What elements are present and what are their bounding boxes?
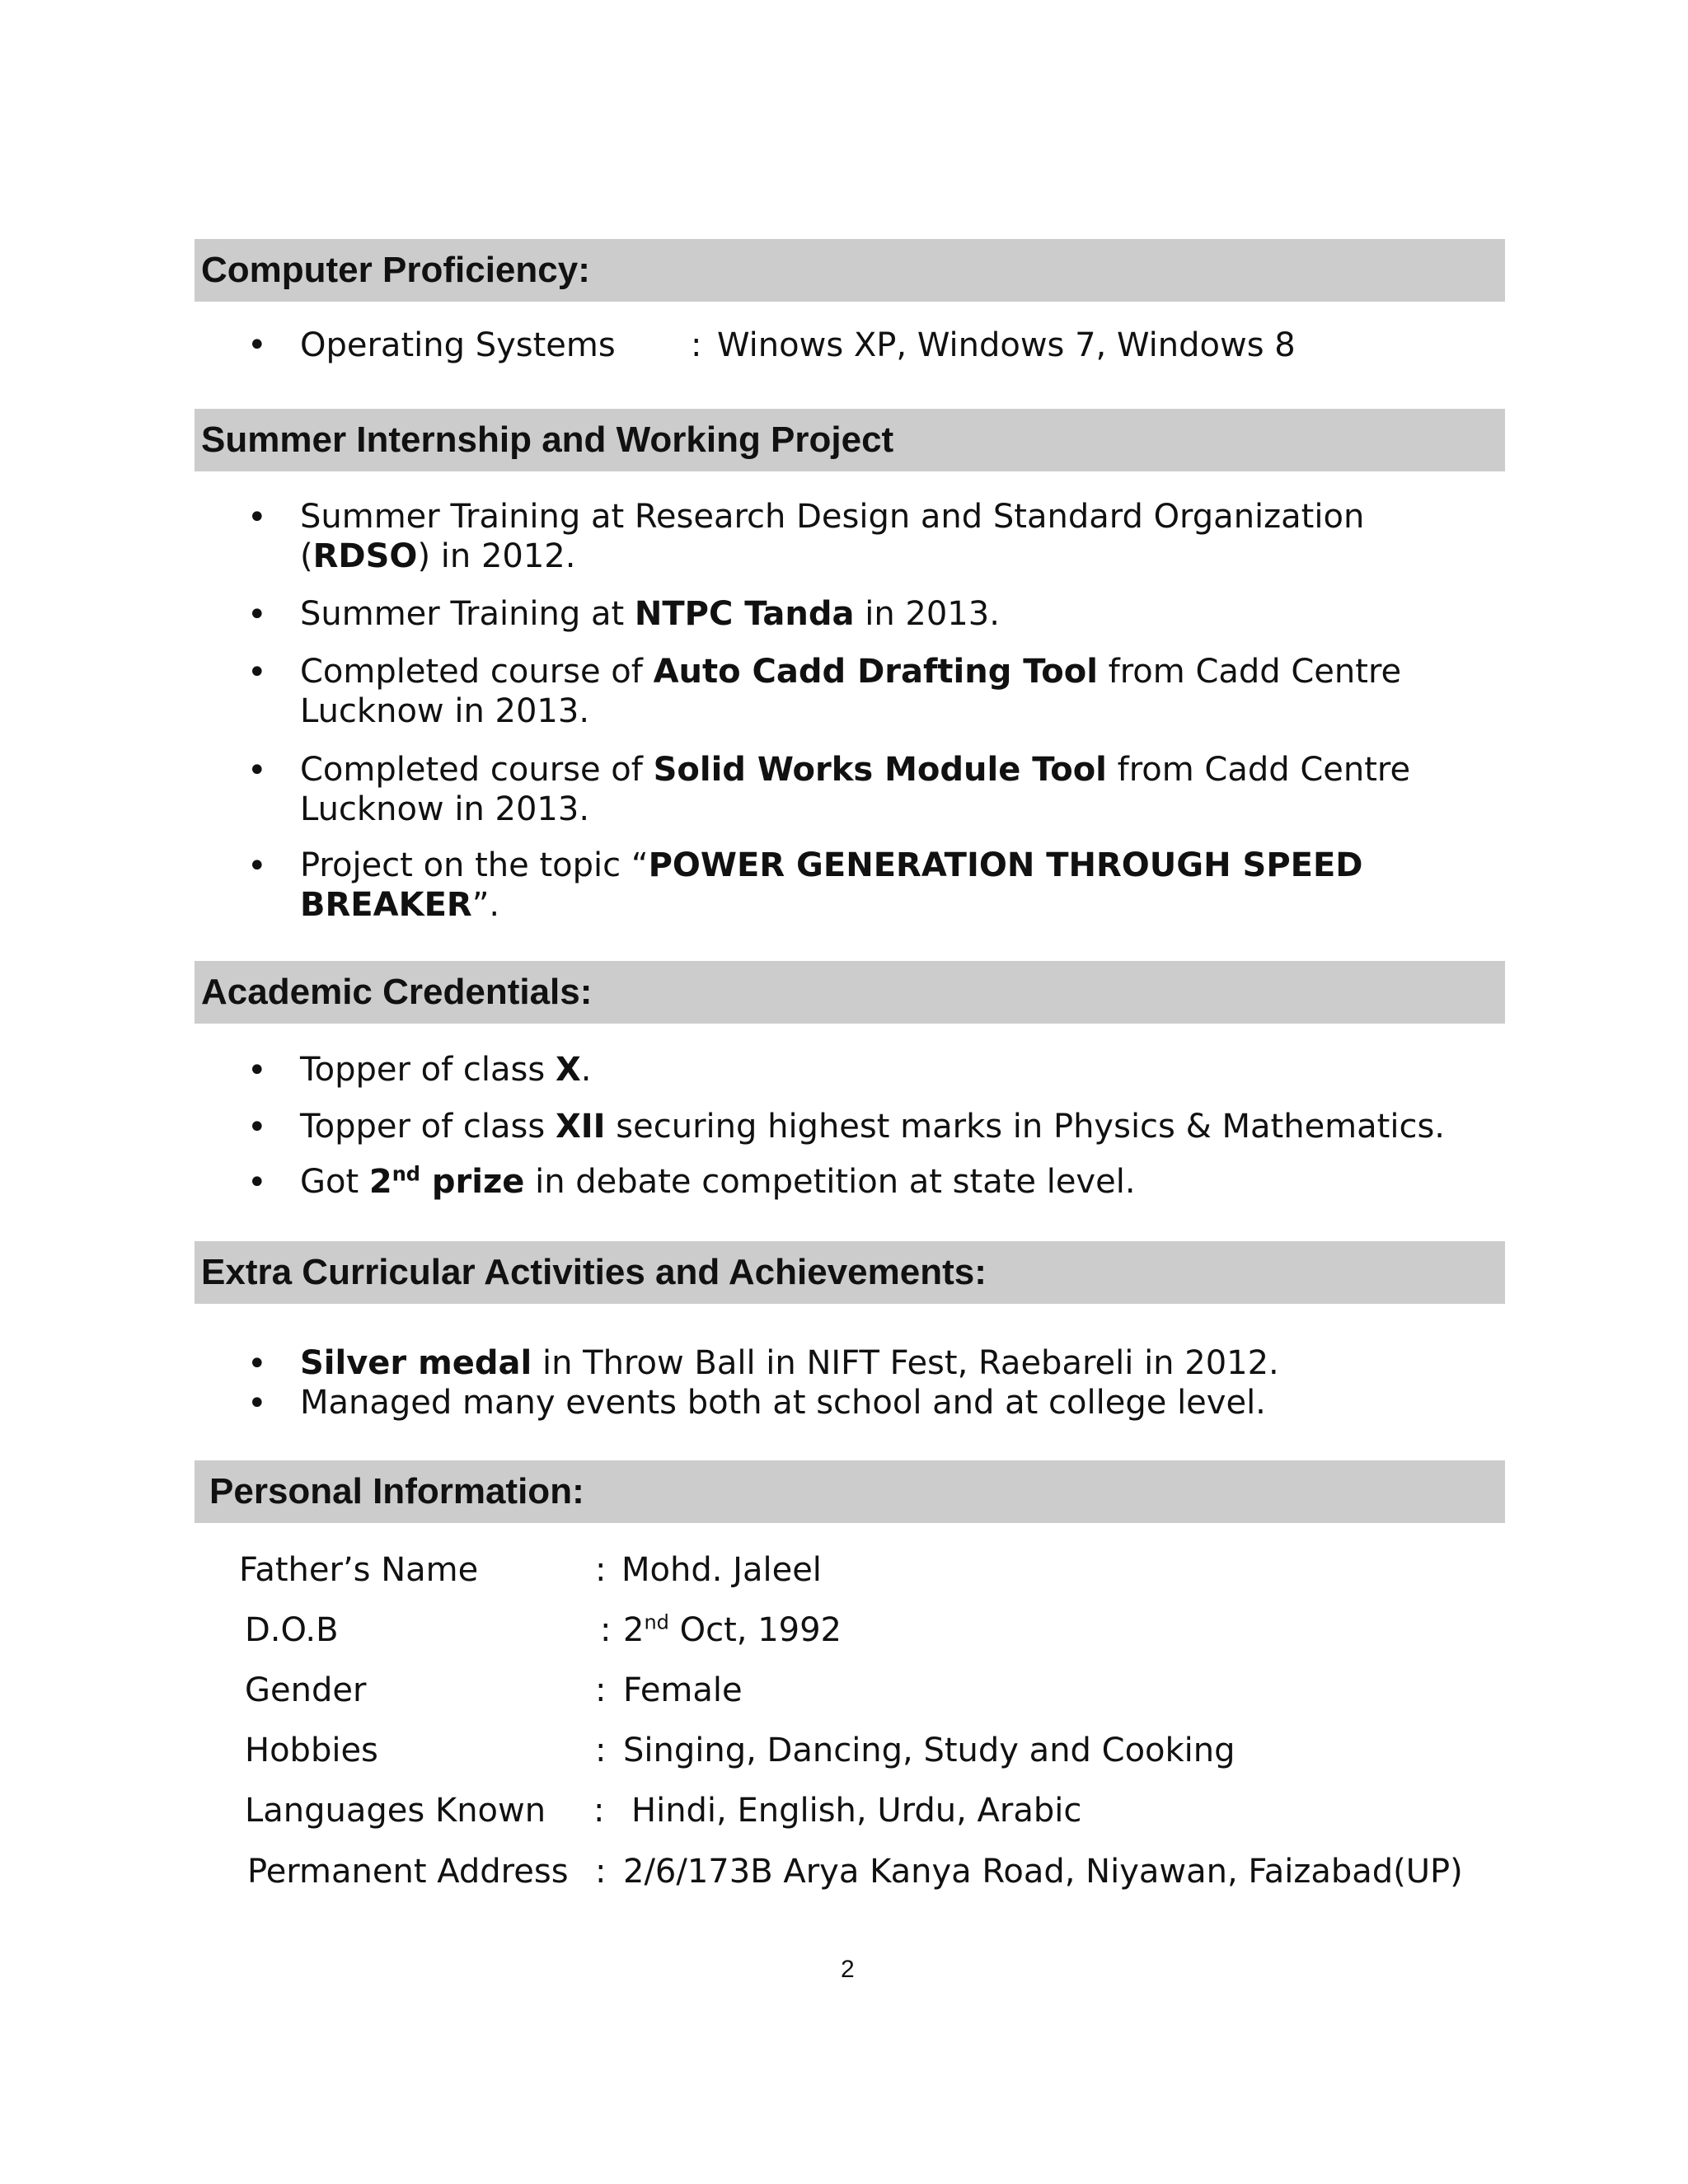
hobbies-label: Hobbies	[245, 1732, 378, 1769]
address-value: 2/6/173B Arya Kanya Road, Niyawan, Faizabad(UP)	[623, 1853, 1463, 1891]
address-label: Permanent Address	[247, 1853, 569, 1891]
bullet-icon: •	[247, 596, 267, 634]
gender-value: Female	[623, 1671, 743, 1709]
section-header-computer	[195, 239, 1505, 302]
internship-item-project: Project on the topic “POWER GENERATION THROUGH SPEED BREAKER”.	[300, 846, 1363, 924]
colon: :	[595, 1853, 607, 1891]
academic-item-class-x: Topper of class X.	[300, 1051, 592, 1089]
colon: :	[593, 1792, 605, 1830]
languages-label: Languages Known	[245, 1792, 546, 1830]
languages-value: Hindi, English, Urdu, Arabic	[631, 1792, 1082, 1830]
section-header-extra	[195, 1241, 1505, 1304]
colon: :	[595, 1551, 607, 1589]
bullet-icon: •	[247, 752, 267, 790]
bullet-icon: •	[247, 1052, 267, 1090]
dob-value: 2nd Oct, 1992	[623, 1610, 842, 1649]
section-title: Computer Proficiency:	[201, 250, 590, 290]
colon: :	[600, 1611, 612, 1649]
extra-item-silver-medal: Silver medal in Throw Ball in NIFT Fest, Raebareli in 2012.	[300, 1344, 1279, 1382]
father-name-value: Mohd. Jaleel	[621, 1551, 822, 1589]
bullet-icon: •	[247, 654, 267, 691]
section-title: Academic Credentials:	[201, 972, 593, 1012]
os-value: Winows XP, Windows 7, Windows 8	[717, 326, 1296, 364]
dob-label: D.O.B	[245, 1611, 339, 1649]
section-title: Summer Internship and Working Project	[201, 419, 894, 460]
bullet-icon: •	[247, 847, 267, 885]
bullet-icon: •	[247, 326, 267, 364]
section-title: Personal Information:	[209, 1471, 584, 1511]
gender-label: Gender	[245, 1671, 367, 1709]
internship-item-solidworks: Completed course of Solid Works Module Tool from Cadd Centre Lucknow in 2013.	[300, 751, 1411, 828]
hobbies-value: Singing, Dancing, Study and Cooking	[623, 1732, 1236, 1769]
father-name-label: Father’s Name	[239, 1551, 479, 1589]
section-title: Extra Curricular Activities and Achievements:	[201, 1252, 987, 1292]
bullet-icon: •	[247, 1385, 267, 1422]
bullet-icon: •	[247, 1108, 267, 1146]
internship-item-ntpc: Summer Training at NTPC Tanda in 2013.	[300, 595, 1000, 633]
academic-item-debate: Got 2nd prize in debate competition at state level.	[300, 1162, 1136, 1201]
os-label: Operating Systems	[300, 326, 616, 364]
internship-item-rdso: Summer Training at Research Design and Standard Organization (RDSO) in 2012.	[300, 498, 1365, 575]
bullet-icon: •	[247, 499, 267, 537]
internship-item-autocadd: Completed course of Auto Cadd Drafting Tool from Cadd Centre Lucknow in 2013.	[300, 653, 1402, 730]
bullet-icon: •	[247, 1164, 267, 1202]
section-header-academic	[195, 961, 1505, 1024]
os-colon: :	[691, 326, 702, 364]
bullet-icon: •	[247, 1345, 267, 1383]
section-header-internship	[195, 409, 1505, 471]
page-number: 2	[841, 1956, 855, 1983]
academic-item-class-xii: Topper of class XII securing highest marks in Physics & Mathematics.	[300, 1108, 1445, 1146]
colon: :	[595, 1732, 607, 1769]
colon: :	[595, 1671, 607, 1709]
extra-item-events: Managed many events both at school and at college level.	[300, 1384, 1266, 1422]
section-header-personal	[195, 1460, 1505, 1523]
